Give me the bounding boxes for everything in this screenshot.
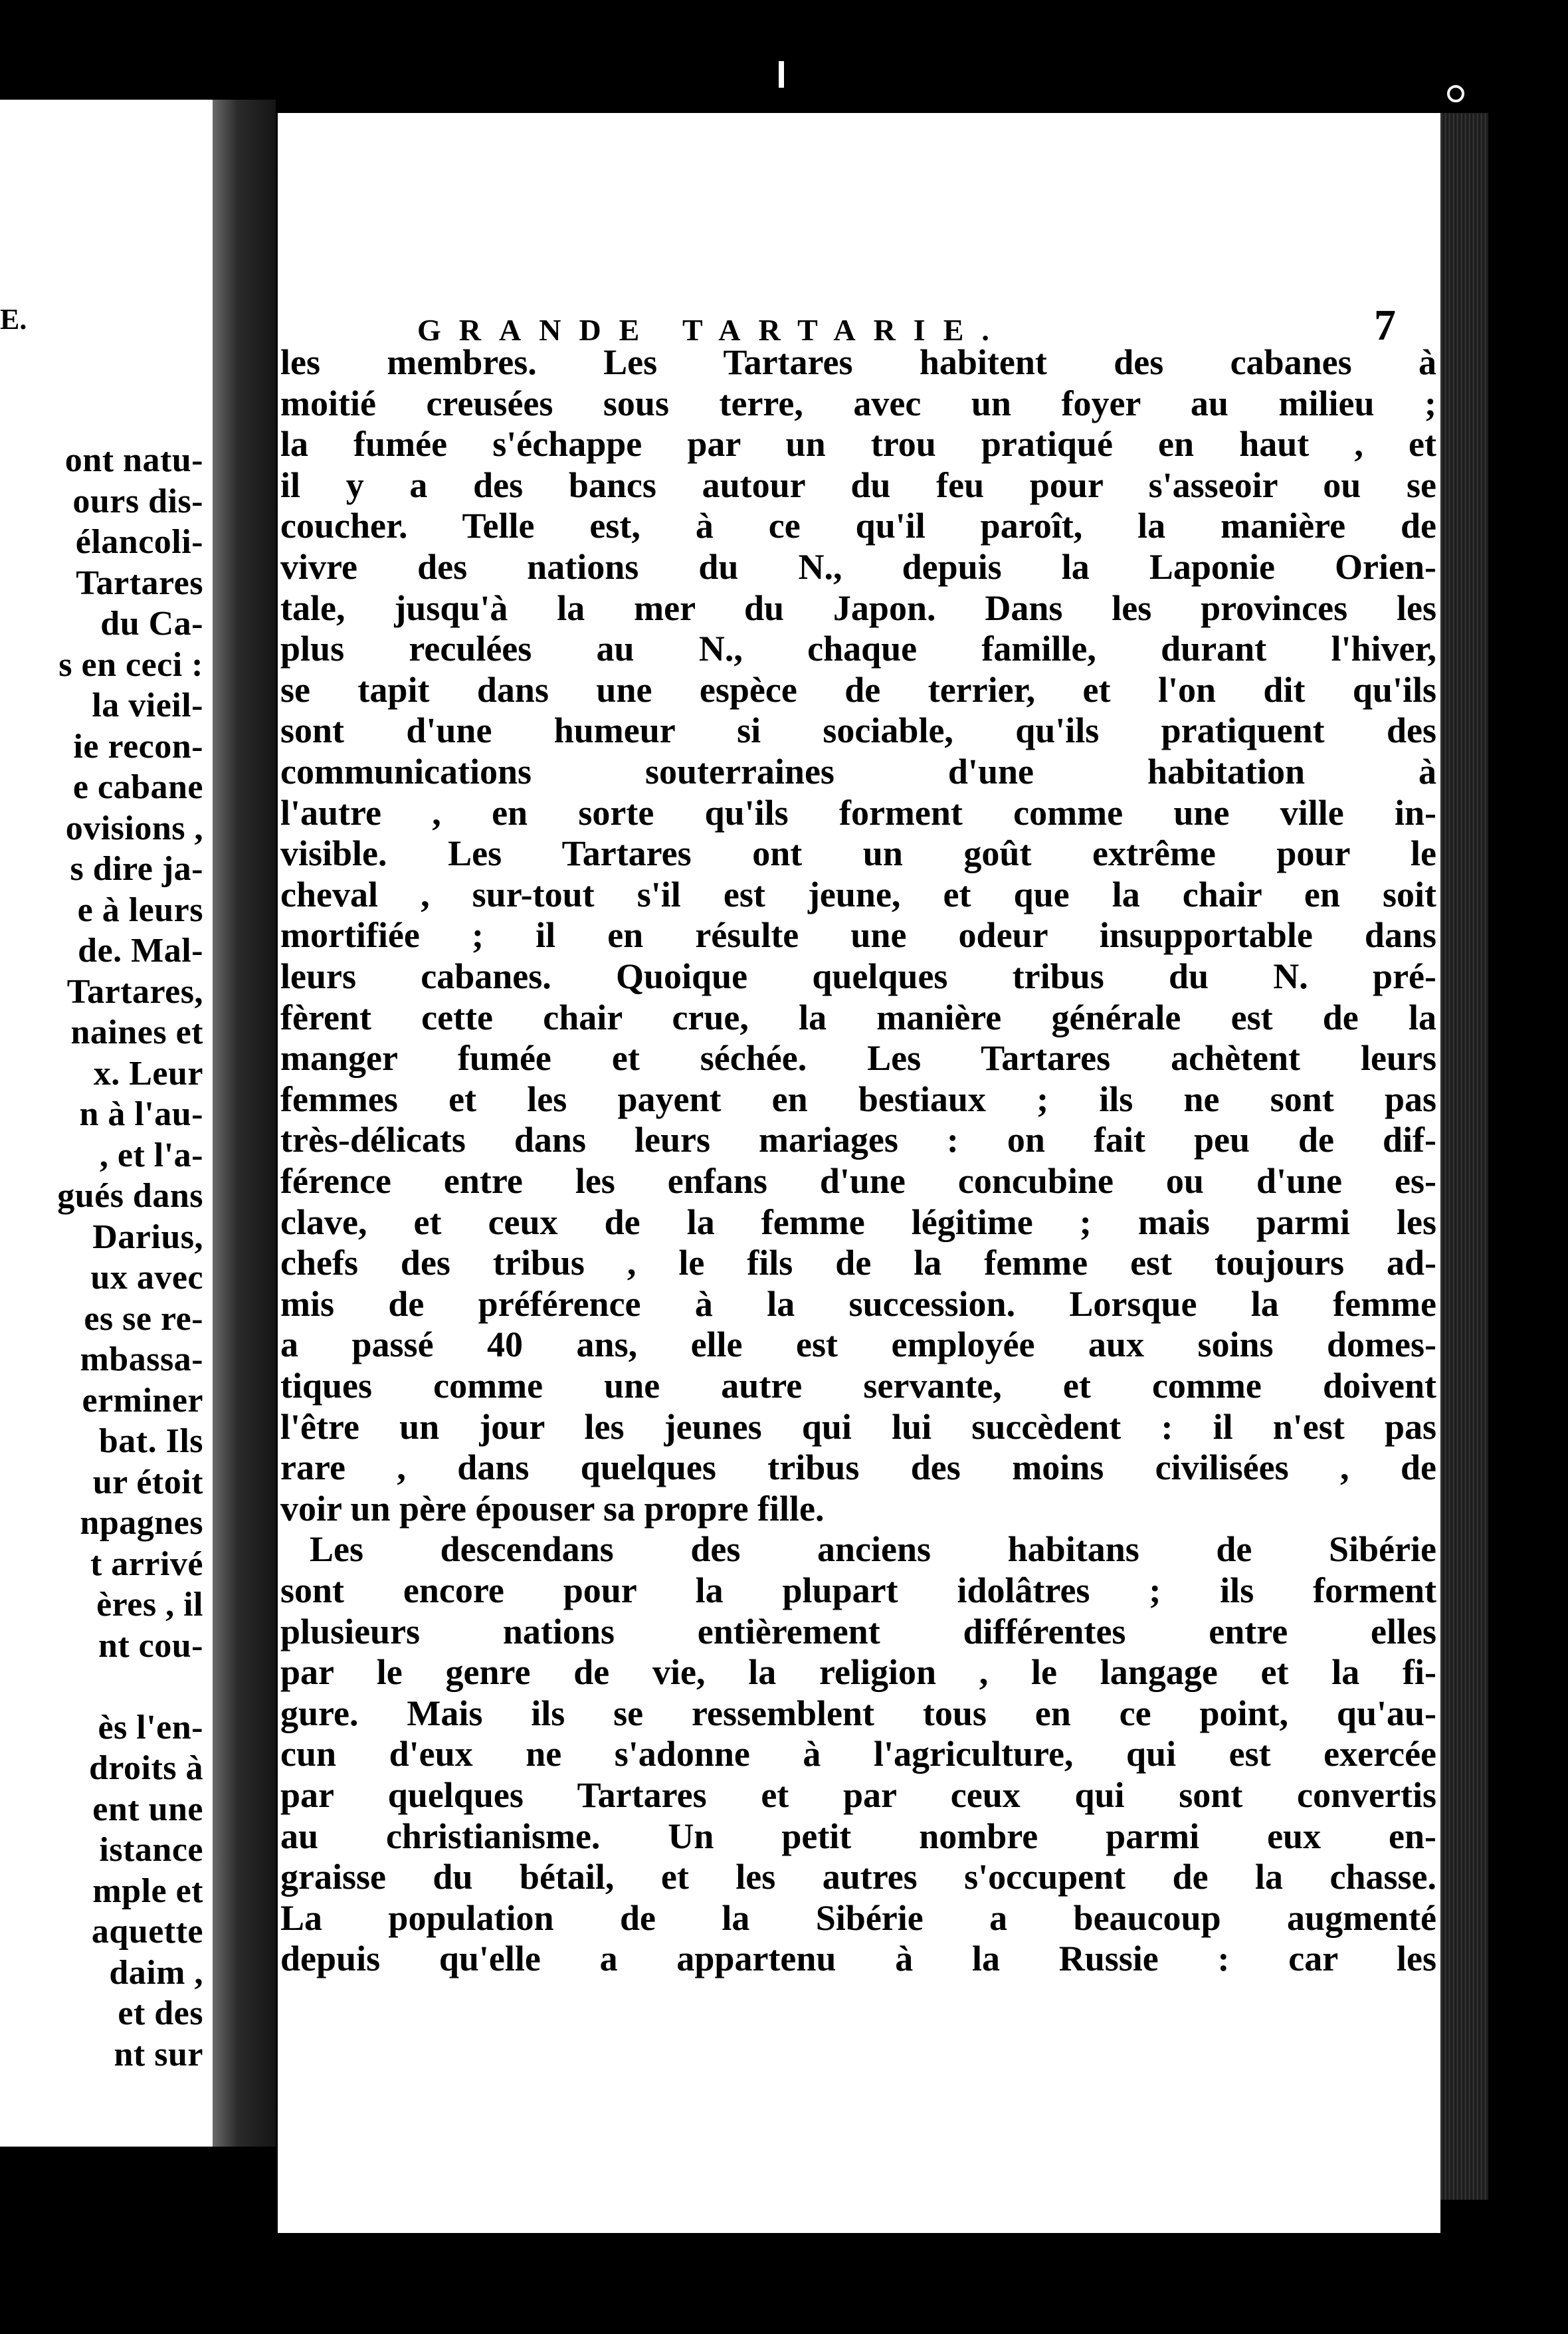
text-line: mis de préférence à la succession. Lorsque la femme: [280, 1283, 1436, 1324]
previous-page-line: ux avec: [90, 1259, 203, 1297]
text-line: fèrent cette chair crue, la manière générale est de la: [280, 997, 1436, 1037]
text-line: au christianisme. Un petit nombre parmi eux en-: [280, 1816, 1436, 1856]
text-line: a passé 40 ans, elle est employée aux soins domes-: [280, 1325, 1436, 1365]
text-line: férence entre les enfans d'une concubine ou d'une es-: [280, 1161, 1436, 1201]
text-line: moitié creusées sous terre, avec un foyer au milieu ;: [280, 383, 1436, 423]
previous-page-line: Darius,: [92, 1218, 203, 1256]
text-line: l'autre , en sorte qu'ils forment comme une ville in-: [280, 792, 1436, 833]
text-line: Les descendans des anciens habitans de Sibérie: [310, 1529, 1436, 1570]
text-line: plusieurs nations entièrement différentes entre elles: [280, 1611, 1436, 1651]
text-line: vivre des nations du N., depuis la Laponie Orien-: [280, 547, 1436, 587]
previous-page-line: npagnes: [80, 1504, 203, 1542]
text-line: chefs des tribus , le fils de la femme est toujours ad-: [280, 1243, 1436, 1283]
previous-page-line: ur étoit: [92, 1463, 203, 1501]
previous-page-line: bat. Ils: [98, 1422, 203, 1460]
previous-page-line: [57, 1666, 203, 1707]
text-line: plus reculées au N., chaque famille, durant l'hiver,: [280, 629, 1436, 669]
previous-page-line: nt cou-: [98, 1626, 203, 1665]
previous-page-line: gués dans: [57, 1177, 203, 1215]
previous-page-line: ès l'en-: [98, 1708, 203, 1747]
text-line: tale, jusqu'à la mer du Japon. Dans les provinces les: [280, 587, 1436, 628]
previous-page-line: daim ,: [109, 1953, 203, 1992]
previous-page-line: la vieil-: [92, 687, 203, 724]
ring-mark: [1447, 85, 1464, 102]
previous-page-line: et des: [118, 1994, 203, 2032]
text-line: graisse du bétail, et les autres s'occupent de la chasse.: [280, 1857, 1436, 1897]
text-line: leurs cabanes. Quoique quelques tribus du N. pré-: [280, 956, 1436, 996]
previous-page-line: , et l'a-: [99, 1136, 203, 1174]
previous-page-line: Tartares: [76, 564, 203, 602]
text-line: depuis qu'elle a appartenu à la Russie : car les: [280, 1939, 1436, 1979]
text-line: femmes et les payent en bestiaux ; ils ne sont pas: [280, 1079, 1436, 1119]
previous-page-line: ont natu-: [64, 441, 203, 479]
previous-page-line: aquette: [91, 1913, 203, 1951]
text-line: communications souterraines d'une habitation à: [280, 752, 1436, 792]
text-line: rare , dans quelques tribus des moins civilisées , de: [280, 1447, 1436, 1488]
text-line: La population de la Sibérie a beaucoup augmenté: [280, 1897, 1436, 1938]
text-line: sont d'une humeur si sociable, qu'ils pratiquent des: [280, 710, 1436, 751]
previous-page-line: s dire ja-: [70, 850, 203, 888]
page-edges: [1440, 113, 1488, 2200]
text-line: l'être un jour les jeunes qui lui succèdent : il n'est pas: [280, 1406, 1436, 1447]
previous-page-line: ent une: [92, 1790, 203, 1828]
previous-page-line: ours dis-: [72, 482, 203, 520]
text-line: il y a des bancs autour du feu pour s'asseoir ou se: [280, 465, 1436, 505]
previous-page-line: de. Mal-: [78, 932, 203, 970]
previous-page-line: ères , il: [96, 1586, 203, 1624]
text-line: cheval , sur-tout s'il est jeune, et que la chair en soit: [280, 874, 1436, 914]
previous-page-line: naines et: [70, 1013, 203, 1051]
scan-mark: [779, 61, 784, 88]
page-number: 7: [1374, 301, 1396, 350]
previous-page-line: es se re-: [84, 1299, 203, 1338]
book-page: [278, 113, 1440, 2233]
previous-page-fragment: [0, 100, 213, 2147]
previous-page-line: e cabane: [72, 768, 203, 806]
previous-page-line: élancoli-: [75, 523, 203, 561]
text-line: sont encore pour la plupart idolâtres ; ils forment: [280, 1570, 1436, 1610]
previous-page-line: istance: [99, 1831, 203, 1869]
running-head: GRANDE TARTARIE.: [417, 313, 1007, 347]
text-line: coucher. Telle est, à ce qu'il paroît, la manière de: [280, 506, 1436, 546]
text-line: la fumée s'échappe par un trou pratiqué en haut , et: [280, 424, 1436, 465]
text-line: manger fumée et séchée. Les Tartares achètent leurs: [280, 1038, 1436, 1079]
text-line: gure. Mais ils se ressemblent tous en ce point, qu'au-: [280, 1693, 1436, 1733]
previous-page-line: mbassa-: [80, 1340, 203, 1378]
previous-page-line: mple et: [92, 1871, 203, 1910]
previous-page-line: e à leurs: [77, 891, 203, 929]
text-line: les membres. Les Tartares habitent des cabanes à: [280, 342, 1436, 382]
previous-page-line: x. Leur: [93, 1054, 203, 1093]
previous-page-line: t arrivé: [90, 1544, 203, 1583]
previous-page-line: Tartares,: [66, 972, 203, 1011]
text-line: se tapit dans une espèce de terrier, et l'on dit qu'ils: [280, 669, 1436, 710]
previous-page-running-head: E.: [0, 303, 27, 336]
previous-page-line: ovisions ,: [65, 809, 203, 847]
text-line: par quelques Tartares et par ceux qui sont convertis: [280, 1775, 1436, 1815]
previous-page-line: nt sur: [114, 2035, 203, 2073]
previous-page-line: droits à: [88, 1749, 203, 1787]
previous-page-line: ie recon-: [73, 727, 203, 766]
text-line: tiques comme une autre servante, et comme doivent: [280, 1366, 1436, 1406]
text-line: cun d'eux ne s'adonne à l'agriculture, qui est exercée: [280, 1734, 1436, 1774]
book-gutter: [213, 100, 276, 2147]
text-line: très-délicats dans leurs mariages : on fait peu de dif-: [280, 1120, 1436, 1160]
previous-page-line: du Ca-: [100, 605, 203, 643]
page-text: [278, 113, 1440, 2233]
previous-page-line: s en ceci :: [58, 645, 203, 684]
text-line: voir un père épouser sa propre fille.: [280, 1488, 825, 1529]
text-line: clave, et ceux de la femme légitime ; mais parmi les: [280, 1202, 1436, 1242]
previous-page-text: [57, 440, 203, 2075]
text-line: par le genre de vie, la religion , le langage et la fi-: [280, 1652, 1436, 1693]
previous-page-line: erminer: [82, 1381, 203, 1420]
previous-page-line: n à l'au-: [79, 1095, 203, 1133]
text-line: mortifiée ; il en résulte une odeur insupportable dans: [280, 915, 1436, 956]
text-line: visible. Les Tartares ont un goût extrême pour le: [280, 833, 1436, 874]
